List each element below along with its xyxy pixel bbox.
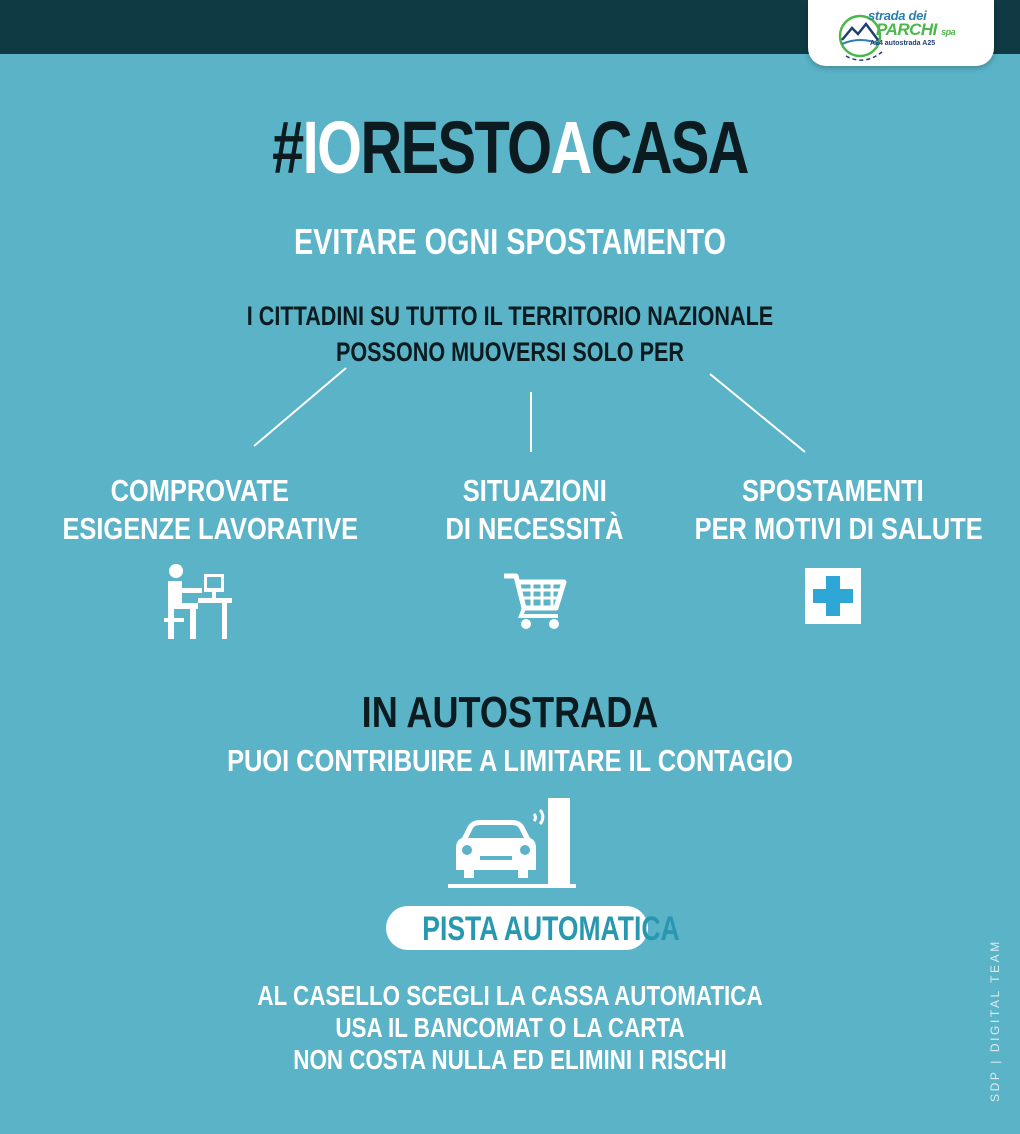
car-toll-gate-icon: [446, 796, 576, 890]
main-subtitle: EVITARE OGNI SPOSTAMENTO: [293, 221, 727, 262]
watermark-credit: SDP | DIGITAL TEAM: [988, 939, 1002, 1102]
office-worker-icon: [160, 562, 232, 642]
reason-work: COMPROVATE ESIGENZE LAVORATIVE: [62, 473, 359, 546]
info-line-1: AL CASELLO SCEGLI LA CASSA AUTOMATICA: [257, 980, 763, 1011]
automatic-lane-badge: PISTA AUTOMATICA: [386, 906, 648, 950]
logo-line-2: PARCHI spa: [876, 20, 956, 39]
info-line-3: NON COSTA NULLA ED ELIMINI I RISCHI: [293, 1044, 727, 1075]
highway-subtitle: PUOI CONTRIBUIRE A LIMITARE IL CONTAGIO: [227, 743, 793, 778]
intro-line-2: POSSONO MUOVERSI SOLO PER: [335, 337, 685, 367]
intro-line-1: I CITTADINI SU TUTTO IL TERRITORIO NAZIONALE: [246, 301, 774, 331]
connector-lines: [0, 0, 1020, 470]
hashtag-title: #IORESTOACASA: [272, 106, 748, 189]
reason-health: SPOSTAMENTI PER MOTIVI DI SALUTE: [694, 473, 983, 546]
medical-cross-icon: [805, 568, 861, 624]
logo-line-3: A24 autostrada A25: [870, 40, 936, 47]
toll-info: [0, 980, 1020, 1076]
reason-necessity: SITUAZIONI DI NECESSITÀ: [446, 473, 624, 546]
info-line-2: USA IL BANCOMAT O LA CARTA: [335, 1012, 685, 1043]
logo-line-1: strada dei: [868, 8, 927, 23]
shopping-cart-icon: [502, 570, 568, 630]
highway-title: IN AUTOSTRADA: [361, 688, 659, 737]
